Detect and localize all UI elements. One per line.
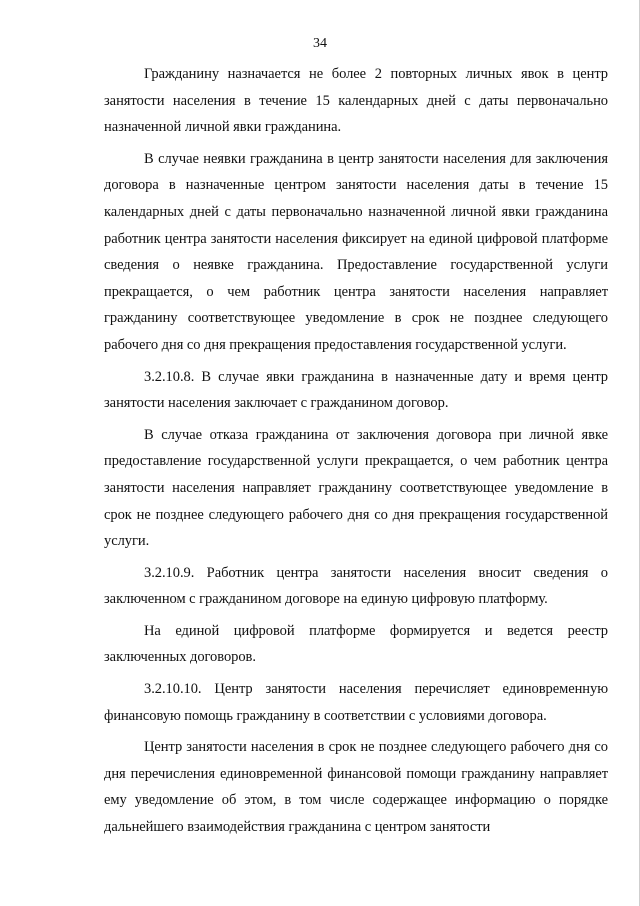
paragraph-3-2-10-10: 3.2.10.10. Центр занятости населения перечисляет единовременную финансовую помощь гражданину в соответствии с условиями договора. <box>104 681 608 724</box>
paragraph-refusal: В случае отказа гражданина от заключения договора при личной явке предоставление государственной услуги прекращается, о чем работник центра занятости населения направляет гражданину соответствующее уведомление в срок не позднее следующего рабочего дня со дня прекращения государственной услуги. <box>104 426 608 550</box>
paragraph-repeat-visits: Гражданину назначается не более 2 повторных личных явок в центр занятости населения в течение 15 календарных дней с даты первоначально назначенной личной явки гражданина. <box>104 66 608 136</box>
paragraph-3-2-10-8: 3.2.10.8. В случае явки гражданина в назначенные дату и время центр занятости населения заключает с гражданином договор. <box>104 368 608 412</box>
paragraph-3-2-10-9: 3.2.10.9. Работник центра занятости населения вносит сведения о заключенном с гражданином договоре на единую цифровую платформу. <box>104 564 608 608</box>
paragraph-no-show: В случае неявки гражданина в центр занятости населения для заключения договора в назначенные центром занятости населения даты в течение 15 календарных дней с даты первоначально назначенной личной явки гражданина работник центра занятости населения фиксирует на единой цифровой платформе сведения о неявке гражданина. Предоставление государственной услуги прекращается, о чем работник центра занятости населения направляет гражданину соответствующее уведомление в срок не позднее следующего рабочего дня со дня прекращения предоставления государственной услуги. <box>104 150 608 353</box>
page-number: 34 <box>313 36 327 51</box>
paragraph-registry: На единой цифровой платформе формируется и ведется реестр заключенных договоров. <box>104 622 608 666</box>
paragraph-notification: Центр занятости населения в срок не позднее следующего рабочего дня со дня перечисления единовременной финансовой помощи гражданину направляет ему уведомление об этом, в том числе содержащее информацию о порядке дальнейшего взаимодействия гражданина с центром занятости <box>104 739 608 836</box>
document-body <box>104 61 608 841</box>
